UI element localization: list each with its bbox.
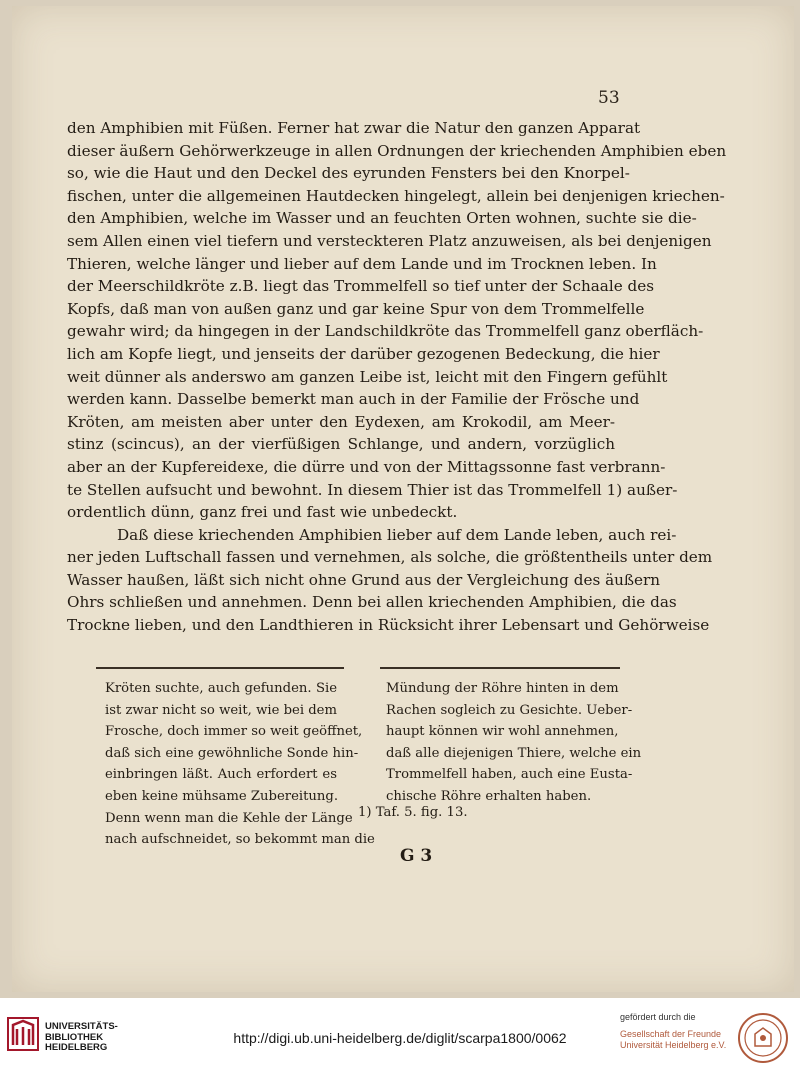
text-line: so, wie die Haut und den Deckel des eyrunden Fensters bei den Knorpel- <box>67 164 630 183</box>
text-line: werden kann. Dasselbe bemerkt man auch in der Familie der Frösche und <box>67 390 640 409</box>
text-line: den Amphibien mit Füßen. Ferner hat zwar die Natur den ganzen Apparat <box>67 119 641 137</box>
text-line: ner jeden Luftschall fassen und vernehmen, als solche, die größtentheils unter dem <box>67 548 713 567</box>
text-line: gewahr wird; da hingegen in der Landschildkröte das Trommelfell ganz oberfläch- <box>67 322 704 341</box>
text-line: Trockne lieben, und den Landthieren in Rücksicht ihrer Lebensart und Gehörweise <box>67 616 710 635</box>
footnote-left-column <box>105 678 375 851</box>
sponsor-label: gefördert durch die <box>620 1012 696 1022</box>
footnote-line: Mündung der Röhre hinten in dem <box>386 681 619 696</box>
text-line: weit dünner als anderswo am ganzen Leibe ist, leicht mit den Fingern gefühlt <box>67 367 668 386</box>
sponsor-name-line: Gesellschaft der Freunde <box>620 1029 722 1039</box>
footnote-line: Rachen sogleich zu Gesichte. Ueber- <box>386 702 633 718</box>
text-line: Thieren, welche länger und lieber auf dem Lande und im Trocknen leben. In <box>67 254 657 273</box>
text-line: der Meerschildkröte z.B. liegt das Trommelfell so tief unter der Schaale des <box>67 277 655 296</box>
footnote-right-column <box>386 678 642 808</box>
footnote-line: Trommelfell haben, auch eine Eusta- <box>386 767 633 783</box>
footnote-line: eben keine mühsame Zubereitung. <box>105 788 339 804</box>
footnote-line: einbringen läßt. Auch erfordert es <box>105 767 337 783</box>
footnote-rule-left <box>96 667 344 669</box>
footnote-line: Denn wenn man die Kehle der Länge <box>105 810 353 826</box>
footnote-line: ist zwar nicht so weit, wie bei dem <box>105 702 337 718</box>
footnote-line: haupt können wir wohl annehmen, <box>386 724 619 740</box>
text-line: Wasser haußen, läßt sich nicht ohne Grund aus der Vergleichung des äußern <box>67 570 661 589</box>
library-name-line: UNIVERSITÄTS- <box>45 1021 118 1032</box>
text-line: stinz (scincus), an der vierfüßigen Schlange, und andern, vorzüglich <box>67 435 615 454</box>
footnote-line: daß alle diejenigen Thiere, welche ein <box>386 745 642 761</box>
signature-mark: G 3 <box>400 846 433 866</box>
sponsor-block <box>620 1012 726 1051</box>
digital-copy-url[interactable]: http://digi.ub.uni-heidelberg.de/diglit/scarpa1800/0062 <box>233 1030 567 1046</box>
text-line: aber an der Kupfereidexe, die dürre und von der Mittagssonne fast verbrann- <box>67 457 666 476</box>
text-line: dieser äußern Gehörwerkzeuge in allen Ordnungen der kriechenden Amphibien eben <box>67 141 727 160</box>
footnote-line: chische Röhre erhalten haben. <box>386 788 592 804</box>
text-line: fischen, unter die allgemeinen Hautdecken hingelegt, allein bei denjenigen kriechen- <box>67 186 725 205</box>
text-line: lich am Kopfe liegt, und jenseits der darüber gezogenen Bedeckung, die hier <box>67 344 660 363</box>
sponsor-name-line: Universität Heidelberg e.V. <box>620 1040 727 1050</box>
text-line: den Amphibien, welche im Wasser und an feuchten Orten wohnen, suchte sie die- <box>67 209 697 228</box>
footnote-reference: 1) Taf. 5. fig. 13. <box>358 805 468 820</box>
footnote-line: daß sich eine gewöhnliche Sonde hin- <box>105 745 359 761</box>
main-text-block <box>67 117 727 637</box>
text-line: te Stellen aufsucht und bewohnt. In diesem Thier ist das Trommelfell 1) außer- <box>67 480 678 499</box>
library-name-line: BIBLIOTHEK <box>45 1031 104 1043</box>
text-line: Ohrs schließen und annehmen. Denn bei allen kriechenden Amphibien, die das <box>67 593 677 612</box>
text-line: Daß diese kriechenden Amphibien lieber auf dem Lande leben, auch rei- <box>117 525 677 544</box>
text-line: Kröten, am meisten aber unter den Eydexen, am Krokodil, am Meer- <box>67 412 615 431</box>
university-seal-icon <box>737 1012 789 1064</box>
text-line: sem Allen einen viel tiefern und versteckteren Platz anzuweisen, als bei denjenigen <box>67 231 712 250</box>
footnote-line: Kröten suchte, auch gefunden. Sie <box>105 681 337 696</box>
text-line: Kopfs, daß man von außen ganz und gar keine Spur von dem Trommelfelle <box>67 299 645 318</box>
footnote-rule-right <box>380 667 620 669</box>
library-name-line: HEIDELBERG <box>45 1042 108 1053</box>
page-number: 53 <box>598 88 620 108</box>
text-line: ordentlich dünn, ganz frei und fast wie unbedeckt. <box>67 503 458 522</box>
footnote-line: nach aufschneidet, so bekommt man die <box>105 832 375 848</box>
footnote-line: Frosche, doch immer so weit geöffnet, <box>105 724 363 740</box>
